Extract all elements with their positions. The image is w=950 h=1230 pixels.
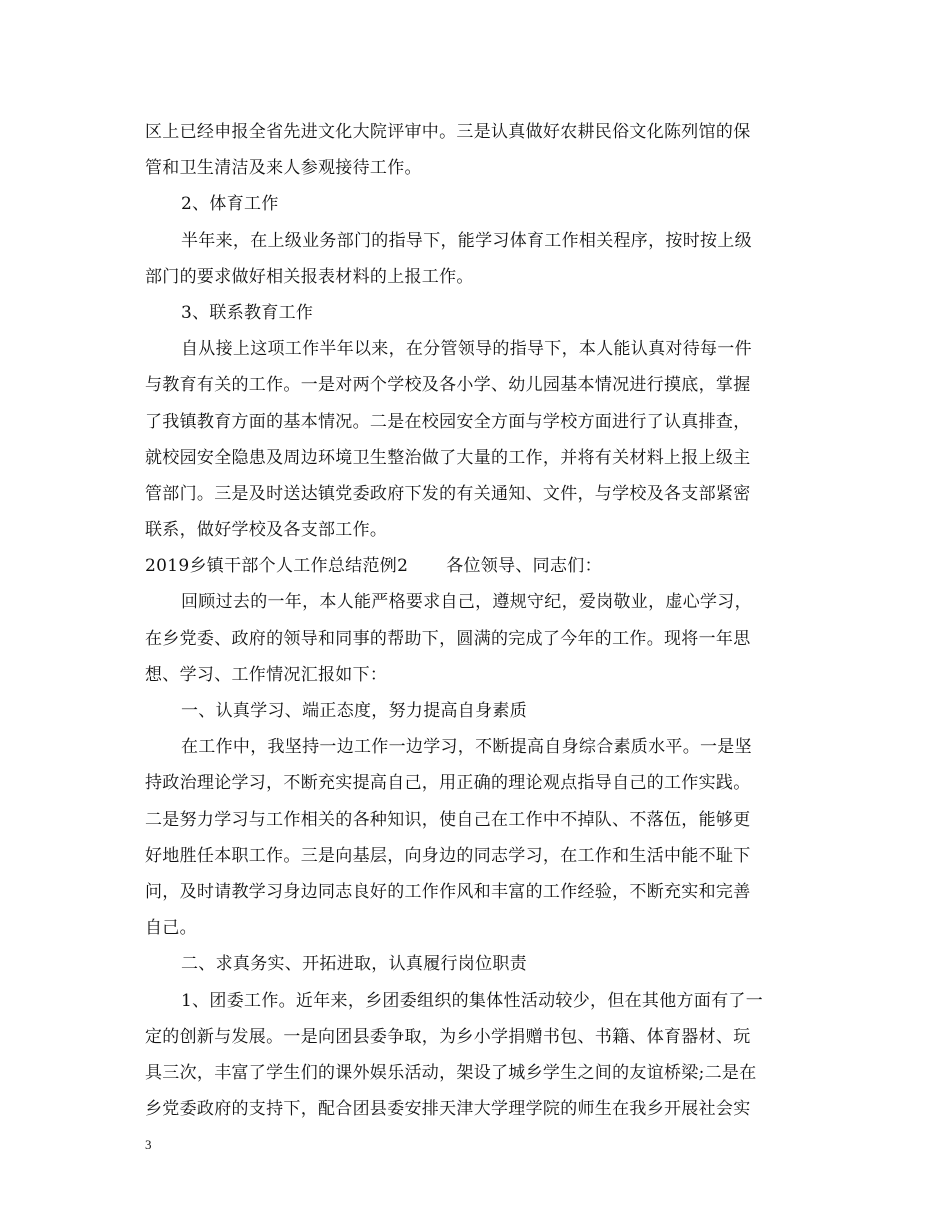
text-line: 回顾过去的一年，本人能严格要求自己，遵规守纪，爱岗敬业，虚心学习， [181,592,752,613]
text-line: 问，及时请教学习身边同志良好的工作作风和丰富的工作经验，不断充实和完善 [145,881,751,902]
text-line: 在乡党委、政府的领导和同事的帮助下，圆满的完成了今年的工作。现将一年思 [145,628,751,649]
text-line: 乡党委政府的支持下，配合团县委安排天津大学理学院的师生在我乡开展社会实 [145,1099,751,1120]
text-line: 半年来，在上级业务部门的指导下，能学习体育工作相关程序，按时按上级 [181,230,752,251]
text-line: 在工作中，我坚持一边工作一边学习，不断提高自身综合素质水平。一是坚 [181,737,752,758]
text-line: 部门的要求做好相关报表材料的上报工作。 [145,266,474,287]
text-line: 二是努力学习与工作相关的各种知识，使自己在工作中不掉队、不落伍，能够更 [145,809,751,830]
text-line: 好地胜任本职工作。三是向基层，向身边的同志学习，在工作和生活中能不耻下 [145,845,751,866]
text-line: 定的创新与发展。一是向团县委争取，为乡小学捐赠书包、书籍、体育器材、玩 [145,1026,751,1047]
text-line: 区上已经申报全省先进文化大院评审中。三是认真做好农耕民俗文化陈列馆的保 [145,122,751,142]
text-line: 具三次，丰富了学生们的课外娱乐活动，架设了城乡学生之间的友谊桥梁;二是在 [145,1062,757,1083]
text-line: 自从接上这项工作半年以来，在分管领导的指导下，本人能认真对待每一件 [181,339,752,360]
text-line: 联系，做好学校及各支部工作。 [145,520,388,541]
section-heading: 2、体育工作 [181,194,279,215]
text-line: 管和卫生清洁及来人参观接待工作。 [145,158,422,179]
page-number: 3 [145,1137,152,1152]
text-line: 1、团委工作。近年来，乡团委组织的集体性活动较少，但在其他方面有了一 [181,990,764,1011]
section-heading: 二、求真务实、开拓进取，认真履行岗位职责 [181,954,527,975]
text-line: 想、学习、工作情况汇报如下： [145,664,388,685]
text-line: 与教育有关的工作。一是对两个学校及各小学、幼儿园基本情况进行摸底，掌握 [145,375,751,396]
document-body [145,114,810,1127]
text-line: 持政治理论学习，不断充实提高自己，用正确的理论观点指导自己的工作实践。 [145,773,751,794]
article-title: 2019乡镇干部个人工作总结范例2 [145,556,409,577]
text-line: 管部门。三是及时送达镇党委政府下发的有关通知、文件，与学校及各支部紧密 [145,483,751,504]
salutation: 各位领导、同志们： [446,556,602,577]
text-line: 了我镇教育方面的基本情况。二是在校园安全方面与学校方面进行了认真排查， [145,411,751,432]
text-line: 就校园安全隐患及周边环境卫生整治做了大量的工作，并将有关材料上报上级主 [145,447,751,468]
text-line: 自己。 [145,918,197,939]
section-heading: 一、认真学习、端正态度，努力提高自身素质 [181,701,527,721]
title-line [145,548,810,584]
section-heading: 3、联系教育工作 [181,302,314,323]
